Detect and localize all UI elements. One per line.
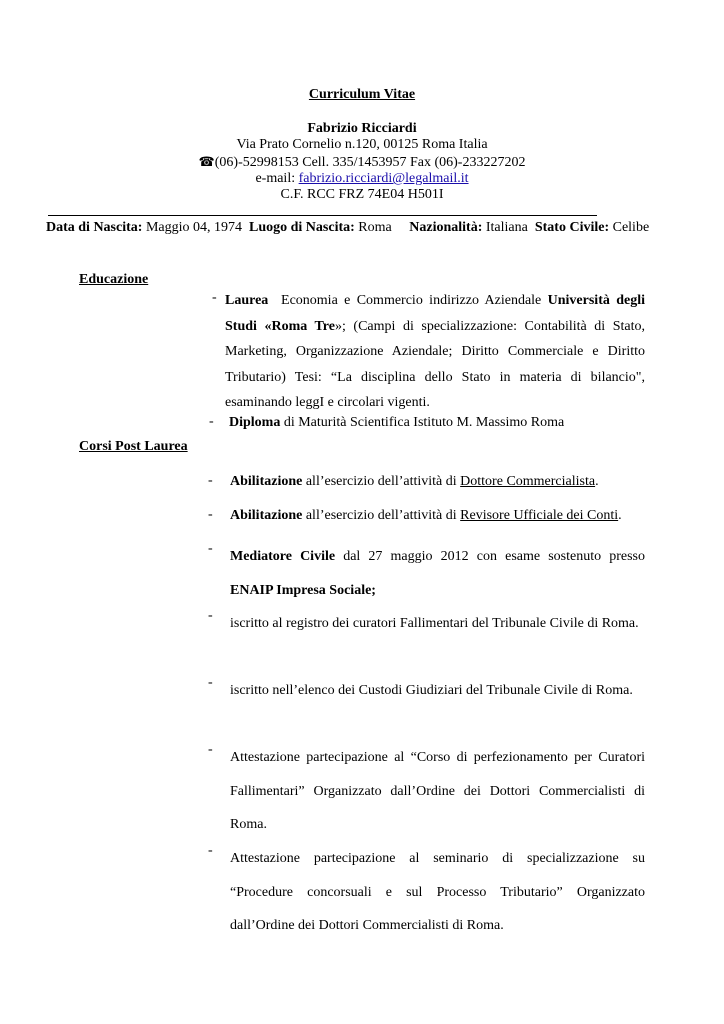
nationality-label: Nazionalità: [409, 220, 483, 235]
university-name: Roma Tre [271, 318, 335, 334]
item-bold-2: ENAIP Impresa Sociale; [230, 582, 376, 598]
laurea-text: Economia e Commercio indirizzo Aziendale [281, 293, 542, 308]
item-text: dal 27 maggio 2012 con esame sostenuto presso [343, 549, 646, 564]
item-bold: Abilitazione [230, 474, 303, 489]
item-underlined: Dottore Commercialista [460, 474, 596, 489]
phone-numbers: (06)-52998153 Cell. 335/1453957 Fax (06)-233227202 [214, 155, 526, 170]
bullet-dash: - [212, 290, 217, 305]
pob-value: Roma [358, 220, 392, 235]
list-item: iscritto nell’elenco dei Custodi Giudiziari del Tribunale Civile di Roma. [230, 683, 633, 698]
telephone-icon: ☎ [198, 154, 215, 169]
education-heading: Educazione [79, 272, 149, 287]
pob-label: Luogo di Nascita: [249, 220, 355, 235]
list-item [230, 507, 650, 524]
email-link[interactable]: fabrizio.ricciardi@legalmail.it [298, 171, 469, 186]
diploma-item [229, 414, 649, 431]
nationality-value: Italiana [485, 220, 528, 235]
tax-code: C.F. RCC FRZ 74E04 H501I [280, 187, 444, 202]
bullet-dash: - [208, 608, 213, 623]
item-end: . [595, 474, 599, 489]
bullet-dash: - [208, 843, 213, 858]
item-text: all’esercizio dell’attività di [305, 508, 457, 523]
post-graduate-heading: Corsi Post Laurea [79, 439, 188, 454]
list-item [230, 473, 650, 490]
person-name: Fabrizio Ricciardi [307, 121, 417, 136]
list-item [230, 540, 645, 607]
bullet-dash: - [208, 675, 213, 690]
bullet-dash: - [208, 742, 213, 757]
phone-line [0, 154, 724, 171]
dob-value: Maggio 04, 1974 [145, 220, 242, 235]
email-label: e-mail: [255, 171, 299, 186]
item-text: all’esercizio dell’attività di [305, 474, 457, 489]
item-end: . [618, 508, 622, 523]
document-title: Curriculum Vitae [308, 87, 416, 102]
header-divider [48, 215, 597, 216]
laurea-label: Laurea [225, 293, 269, 308]
laurea-details: »; (Campi di specializzazione: Contabilità di Stato, Marketing, Organizzazione Aziendale; Diritto Commerciale e Diritto Tributario) Tesi: “La disciplina dello Stato in materia di bilancio", esaminando leggI e circolari vigenti. [225, 318, 645, 410]
laurea-item [225, 288, 645, 416]
address-line: Via Prato Cornelio n.120, 00125 Roma Italia [236, 137, 488, 152]
bullet-dash: - [209, 414, 214, 429]
bullet-dash: - [208, 507, 213, 522]
bullet-dash: - [208, 541, 213, 556]
personal-info-line [46, 220, 649, 236]
item-bold: Abilitazione [230, 508, 303, 523]
civil-status-value: Celibe [612, 220, 650, 235]
email-line [0, 171, 724, 187]
bullet-dash: - [208, 473, 213, 488]
list-item: iscritto al registro dei curatori Fallimentari del Tribunale Civile di Roma. [230, 616, 639, 631]
diploma-text: di Maturità Scientifica Istituto M. Massimo Roma [283, 415, 565, 430]
list-item: Attestazione partecipazione al seminario di specializzazione su “Procedure concorsuali e sul Processo Tributario” Organizzato dall’Ordine dei Dottori Commercialisti di Roma. [230, 851, 645, 933]
civil-status-label: Stato Civile: [534, 220, 610, 235]
item-underlined: Revisore Ufficiale dei Conti [460, 508, 619, 523]
dob-label: Data di Nascita: [46, 220, 143, 235]
diploma-label: Diploma [229, 415, 281, 430]
university-label: Università degli Studi « [225, 293, 645, 334]
list-item: Attestazione partecipazione al “Corso di perfezionamento per Curatori Fallimentari” Organizzato dall’Ordine dei Dottori Commercialisti di Roma. [230, 750, 645, 832]
item-bold: Mediatore Civile [230, 549, 336, 564]
